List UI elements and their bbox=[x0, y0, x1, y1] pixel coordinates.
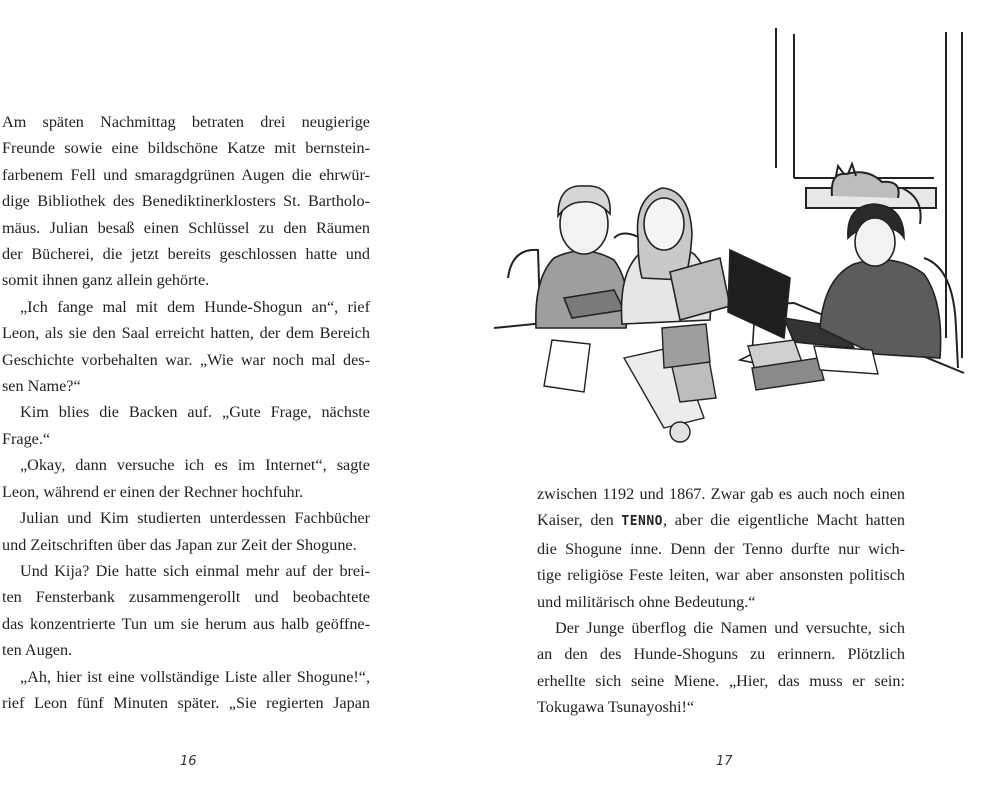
text-line: sen Name?“ bbox=[2, 377, 81, 396]
text-line: somit ihnen ganz allein gehörte. bbox=[2, 271, 210, 290]
tenno-term: TENNO bbox=[621, 514, 664, 530]
text-line: Julian und Kim studierten unterdessen Fachbücher bbox=[20, 509, 370, 528]
text-line: dige Bibliothek des Benediktinerklosters St. Bartholo- bbox=[2, 192, 370, 211]
text-segment: , aber die eigentliche Macht hatten bbox=[663, 511, 905, 530]
text-line: an den des Hunde-Shoguns zu erinnern. Plötzlich bbox=[537, 645, 905, 664]
text-line: farbenem Fell und smaragdgrünen Augen die ehrwür- bbox=[2, 165, 370, 184]
text-line: Und Kija? Die hatte sich einmal mehr auf der brei- bbox=[20, 561, 370, 580]
text-line: mäus. Julian besaß einen Schlüssel zu den Räumen bbox=[2, 218, 370, 237]
text-line: „Ah, hier ist eine vollständige Liste aller Shogune!“, bbox=[20, 667, 370, 686]
text-line: ten Fensterbank zusammengerollt und beobachtete bbox=[2, 588, 370, 607]
text-segment: Kaiser, den bbox=[537, 511, 622, 530]
text-line: das konzentrierte Tun um sie herum aus halb geöffne- bbox=[2, 614, 370, 633]
text-line: Frage.“ bbox=[2, 429, 51, 448]
text-line: Leon, während er einen der Rechner hochfuhr. bbox=[2, 482, 304, 501]
text-line bbox=[537, 507, 905, 535]
text-line: Tokugawa Tsunayoshi!“ bbox=[537, 698, 695, 717]
text-line: erhellte sich seine Miene. „Hier, das muss er sein: bbox=[537, 671, 905, 690]
text-line: Leon, als sie den Saal erreicht hatten, der dem Bereich bbox=[2, 324, 370, 343]
text-line: und Zeitschriften über das Japan zur Zeit der Shogune. bbox=[2, 535, 357, 554]
text-line: und militärisch ohne Bedeutung.“ bbox=[537, 592, 756, 611]
page-number-left: 16 bbox=[180, 754, 197, 769]
text-line: ten Augen. bbox=[2, 641, 73, 660]
text-line: Kim blies die Backen auf. „Gute Frage, nächste bbox=[20, 403, 370, 422]
text-line: „Ich fange mal mit dem Hunde-Shogun an“, rief bbox=[20, 297, 370, 316]
text-line: Der Junge überflog die Namen und versuchte, sich bbox=[555, 619, 905, 638]
text-line: Freunde sowie eine bildschöne Katze mit bernstein- bbox=[2, 139, 370, 158]
left-page-text bbox=[2, 109, 370, 716]
text-line: Am späten Nachmittag betraten drei neugierige bbox=[2, 113, 370, 131]
library-illustration bbox=[494, 28, 974, 448]
text-line: Geschichte vorbehalten war. „Wie war noch mal des- bbox=[2, 350, 370, 369]
text-line: „Okay, dann versuche ich es im Internet“, sagte bbox=[20, 456, 370, 475]
text-line: rief Leon fünf Minuten später. „Sie regierten Japan bbox=[2, 693, 370, 712]
page-number-right: 17 bbox=[716, 754, 733, 769]
right-page-text bbox=[537, 481, 905, 721]
text-line: zwischen 1192 und 1867. Zwar gab es auch noch einen bbox=[537, 485, 905, 503]
text-line: tige religiöse Feste leiten, war aber ansonsten politisch bbox=[537, 566, 905, 585]
text-line: die Shogune inne. Denn der Tenno durfte nur wich- bbox=[537, 539, 905, 558]
text-line: der Bücherei, die jetzt bereits geschlossen hatte und bbox=[2, 245, 370, 264]
